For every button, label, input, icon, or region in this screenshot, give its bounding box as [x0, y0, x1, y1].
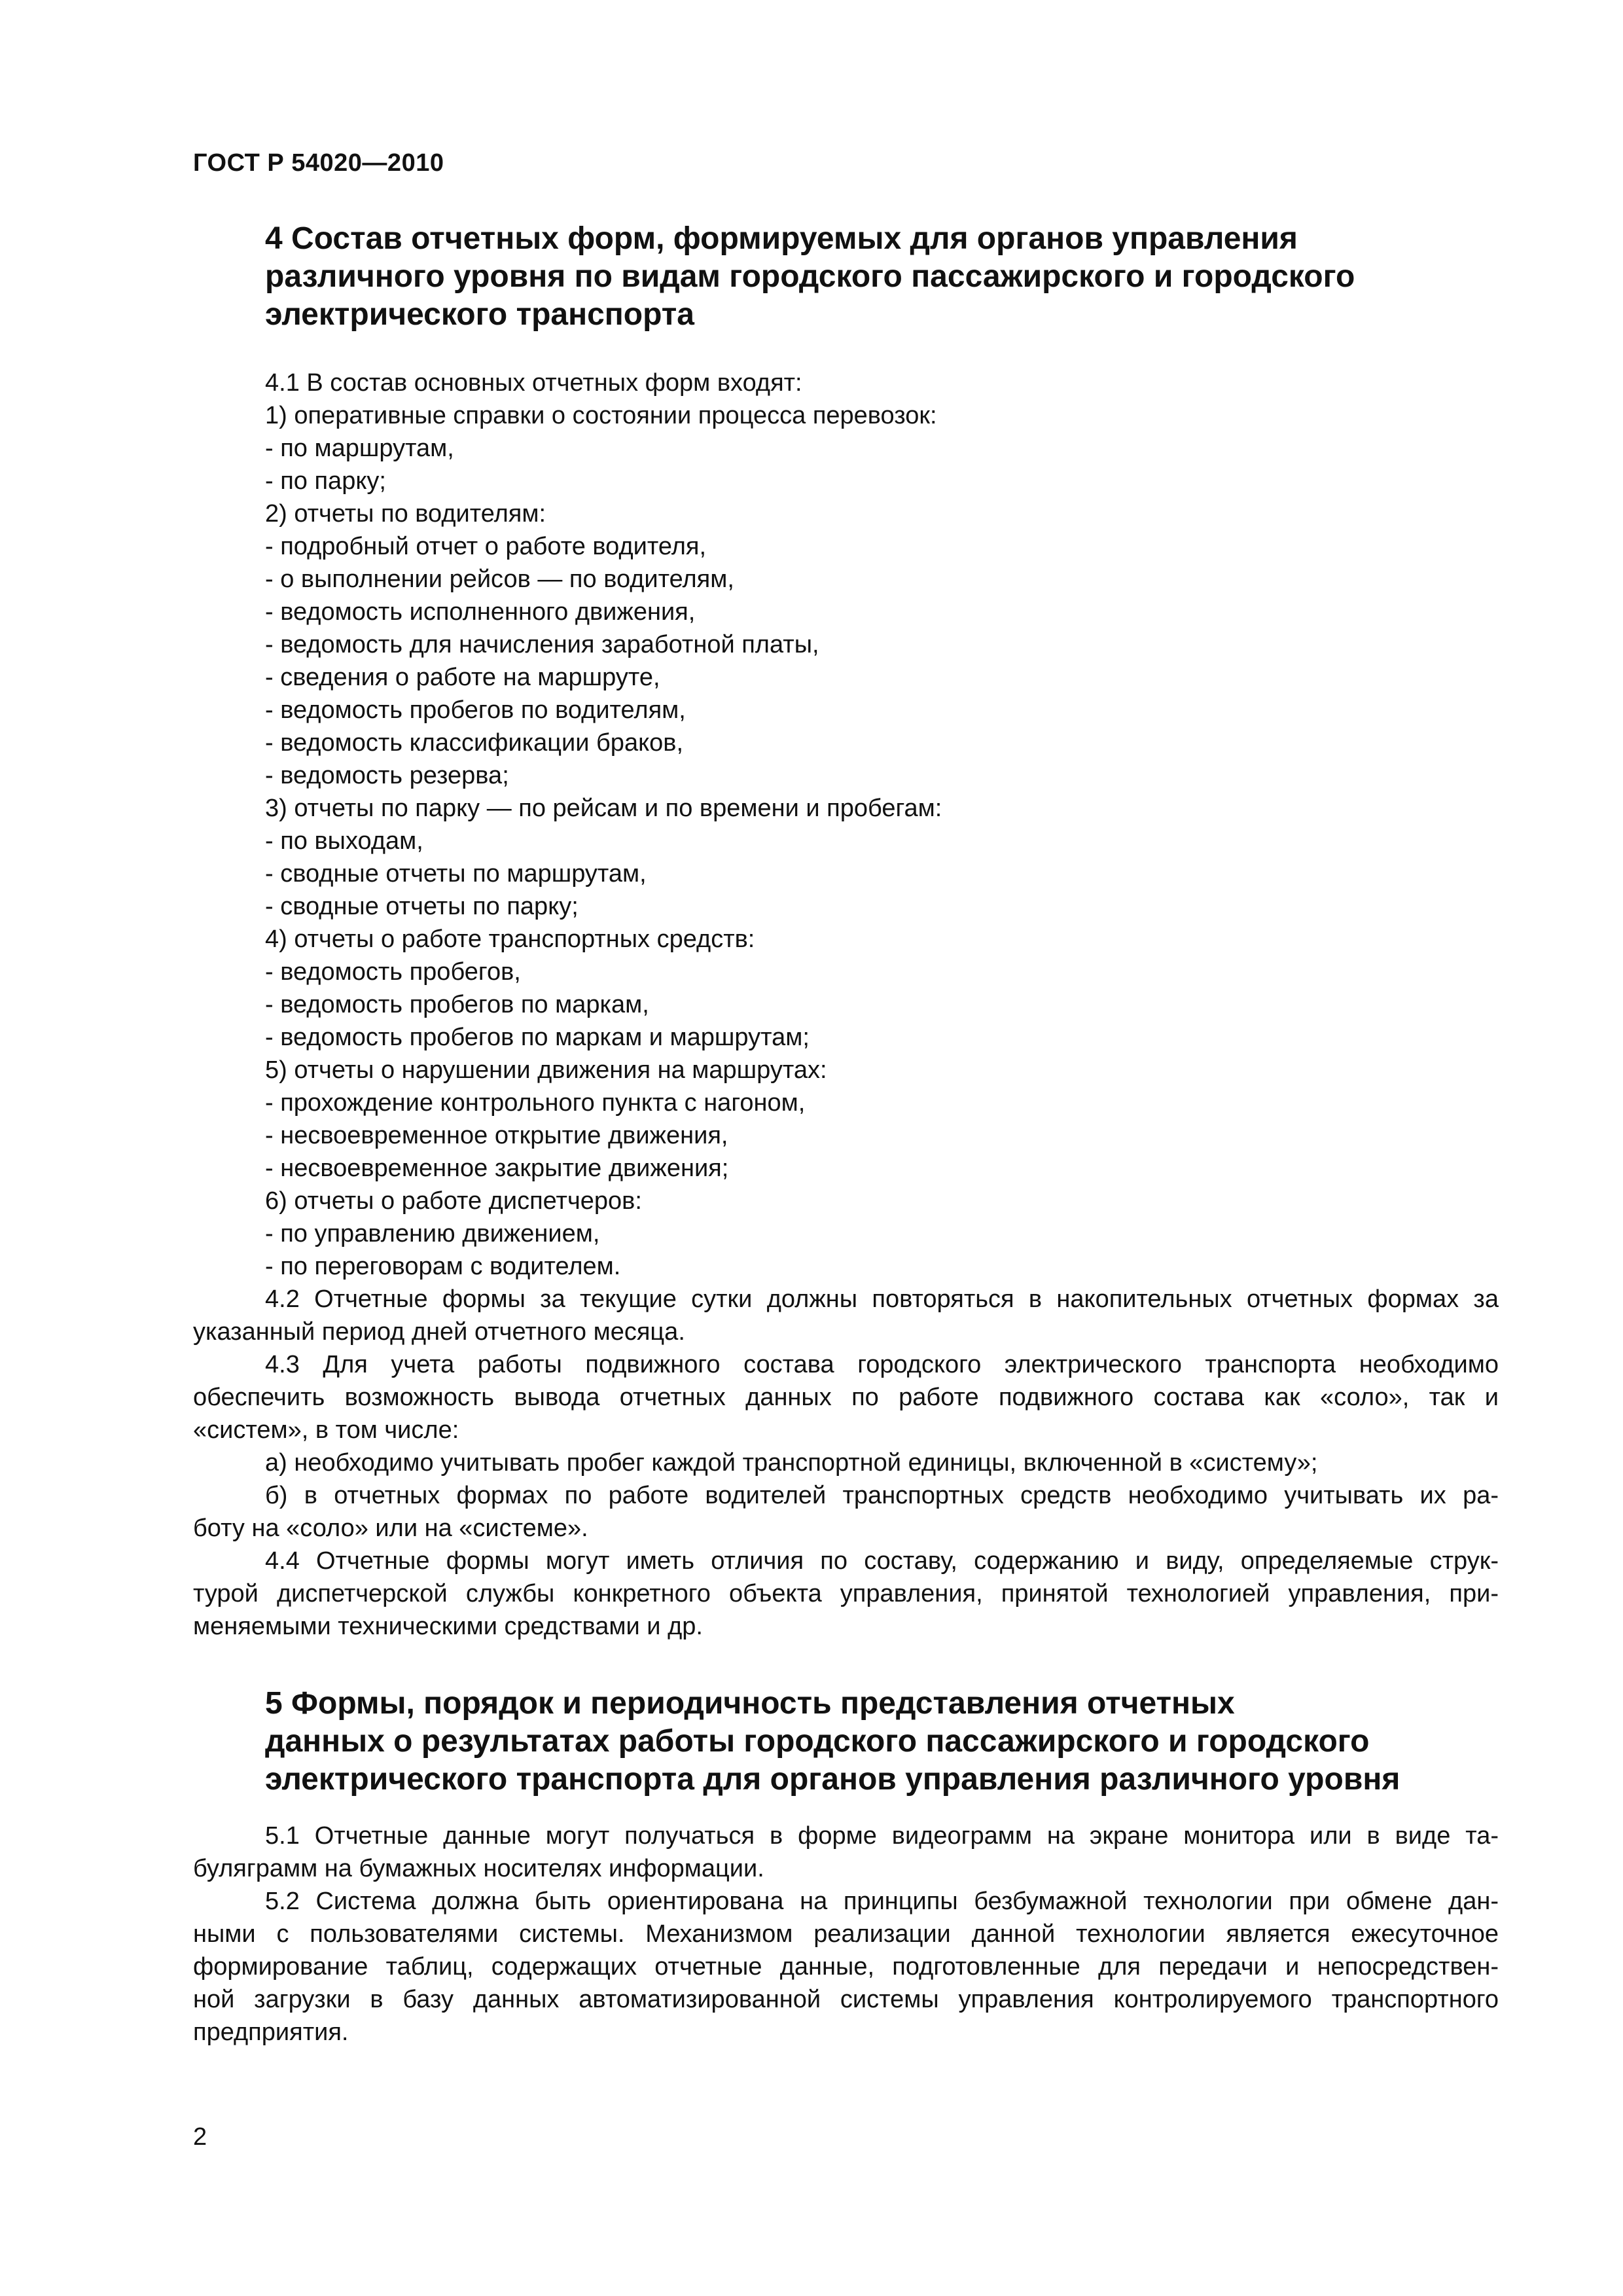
list-item: - по управлению движением, [265, 1220, 600, 1247]
clause-4-3-b [193, 1479, 1499, 1545]
paragraph-line: ными с пользователями системы. Механизмом реализации данной технологии является ежесуточное [193, 1920, 1499, 1948]
paragraph-line: а) необходимо учитывать пробег каждой транспортной единицы, включенной в «систему»; [265, 1449, 1318, 1477]
list-item: - ведомость классификации браков, [265, 729, 684, 757]
page-number: 2 [193, 2123, 207, 2151]
clause-5-2 [193, 1885, 1499, 2049]
section-4-title-line: электрического транспорта [265, 297, 694, 332]
paragraph-line: обеспечить возможность вывода отчетных данных по работе подвижного состава как «соло», так и [193, 1384, 1499, 1411]
list-item: - несвоевременное закрытие движения; [265, 1155, 729, 1182]
list-item: - несвоевременное открытие движения, [265, 1122, 728, 1149]
paragraph-line: меняемыми техническими средствами и др. [193, 1613, 703, 1640]
section-5-title-line: данных о результатах работы городского пассажирского и городского [265, 1724, 1370, 1759]
list-item: - подробный отчет о работе водителя, [265, 533, 707, 560]
paragraph-line: боту на «соло» или на «системе». [193, 1515, 588, 1542]
list-item: - по парку; [265, 467, 386, 495]
list-item: - сводные отчеты по парку; [265, 893, 579, 920]
paragraph-line: б) в отчетных формах по работе водителей транспортных средств необходимо учитывать их ра- [265, 1482, 1499, 1509]
list-item: 6) отчеты о работе диспетчеров: [265, 1187, 642, 1215]
paragraph-line: формирование таблиц, содержащих отчетные данные, подготовленные для передачи и непосредствен- [193, 1953, 1499, 1981]
list-item: - сводные отчеты по маршрутам, [265, 860, 647, 888]
list-item: 4) отчеты о работе транспортных средств: [265, 925, 755, 953]
paragraph-line: турой диспетчерской службы конкретного объекта управления, принятой технологией управления, при- [193, 1580, 1499, 1607]
list-item: - ведомость пробегов по маркам и маршрутам; [265, 1024, 810, 1051]
list-item: - ведомость резерва; [265, 762, 509, 789]
section-4-title-line: 4 Состав отчетных форм, формируемых для органов управления [265, 221, 1298, 256]
list-item: - сведения о работе на маршруте, [265, 664, 660, 691]
clause-4-3-a [193, 1446, 1499, 1479]
list-item: - прохождение контрольного пункта с нагоном, [265, 1089, 806, 1117]
section-5-title-line: 5 Формы, порядок и периодичность представления отчетных [265, 1686, 1235, 1721]
paragraph-line: 4.2 Отчетные формы за текущие сутки должны повторяться в накопительных отчетных формах за [265, 1285, 1499, 1313]
clause-4-4 [193, 1545, 1499, 1643]
list-item: 1) оперативные справки о состоянии процесса перевозок: [265, 402, 937, 429]
paragraph-line: 5.1 Отчетные данные могут получаться в форме видеограмм на экране монитора или в виде та- [265, 1822, 1499, 1850]
list-item: - по маршрутам, [265, 435, 454, 462]
section-5-paragraphs [193, 1820, 1499, 2049]
paragraph-line: 4.3 Для учета работы подвижного состава городского электрического транспорта необходимо [265, 1351, 1499, 1378]
list-item: 5) отчеты о нарушении движения на маршрутах: [265, 1056, 827, 1084]
section-4-report-forms-list [193, 367, 1499, 1283]
document-code-header: ГОСТ Р 54020—2010 [193, 149, 444, 177]
paragraph-line: указанный период дней отчетного месяца. [193, 1318, 685, 1346]
paragraph-line: буляграмм на бумажных носителях информации. [193, 1855, 764, 1882]
clause-4-2 [193, 1283, 1499, 1348]
list-item: - ведомость для начисления заработной платы, [265, 631, 819, 658]
paragraph-line: предприятия. [193, 2018, 349, 2046]
section-4-paragraphs [193, 1283, 1499, 1643]
list-item: - о выполнении рейсов — по водителям, [265, 565, 734, 593]
clause-4-3 [193, 1348, 1499, 1446]
section-4-title [265, 220, 1355, 334]
section-4-title-line: различного уровня по видам городского пассажирского и городского [265, 259, 1355, 294]
list-item: 3) отчеты по парку — по рейсам и по времени и пробегам: [265, 795, 942, 822]
paragraph-line: 4.4 Отчетные формы могут иметь отличия по составу, содержанию и виду, определяемые струк- [265, 1547, 1499, 1575]
clause-4-1: 4.1 В состав основных отчетных форм входят: [265, 369, 802, 397]
paragraph-line: ной загрузки в базу данных автоматизированной системы управления контролируемого транспортного [193, 1986, 1499, 2013]
list-item: - ведомость пробегов по маркам, [265, 991, 649, 1018]
section-5-title-line: электрического транспорта для органов управления различного уровня [265, 1762, 1400, 1797]
paragraph-line: 5.2 Система должна быть ориентирована на принципы безбумажной технологии при обмене дан- [265, 1888, 1499, 1915]
list-item: - ведомость пробегов по водителям, [265, 696, 686, 724]
list-item: - ведомость исполненного движения, [265, 598, 696, 626]
section-5-title [265, 1685, 1400, 1799]
list-item: - по выходам, [265, 827, 423, 855]
list-item: - по переговорам с водителем. [265, 1253, 621, 1280]
paragraph-line: «систем», в том числе: [193, 1416, 459, 1444]
clause-5-1 [193, 1820, 1499, 1885]
list-item: 2) отчеты по водителям: [265, 500, 546, 528]
list-item: - ведомость пробегов, [265, 958, 521, 986]
